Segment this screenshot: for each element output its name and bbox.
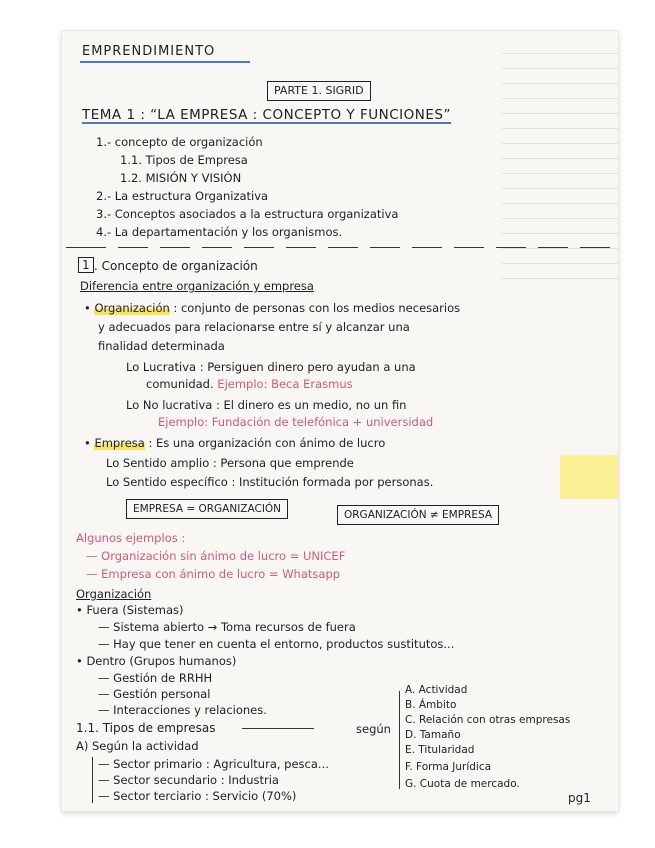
nolucrativa-example: Ejemplo: Fundación de telefónica + universidad: [158, 415, 434, 429]
separator-dash: [286, 247, 316, 248]
empresa-bullet: • Empresa : Es una organización con ánimo de lucro: [84, 436, 386, 450]
tipos-title: 1.1. Tipos de empresas: [76, 721, 216, 735]
segun-actividad: A) Según la actividad: [76, 739, 199, 753]
criteria-c: C. Relación con otras empresas: [405, 714, 571, 726]
sticky-note: [560, 455, 618, 499]
criteria-b: B. Ámbito: [405, 699, 457, 711]
criteria-bracket: [399, 691, 400, 789]
course-underline: [80, 61, 250, 63]
notebook-page: [62, 31, 618, 811]
segun-line: [242, 728, 314, 729]
part-box: PARTE 1. SIGRID: [267, 81, 371, 101]
sector-bracket: [92, 757, 93, 803]
separator-dash: [412, 247, 442, 248]
section-number-box: 1: [78, 257, 94, 273]
separator-dash: [496, 247, 526, 248]
index-item-1-2: 1.2. MISIÓN Y VISIÓN: [120, 171, 242, 185]
empresa-term: Empresa: [94, 436, 145, 450]
sector-secundario: — Sector secundario : Industria: [98, 773, 279, 787]
separator-dash: [202, 247, 232, 248]
criteria-f: F. Forma Jurídica: [405, 761, 492, 773]
criteria-d: D. Tamaño: [405, 729, 461, 741]
separator-dash: [244, 247, 274, 248]
separator-dash: [160, 247, 190, 248]
tema-title: TEMA 1 : “LA EMPRESA : CONCEPTO Y FUNCIONES”: [82, 107, 451, 123]
index-item-1: 1.- concepto de organización: [96, 135, 263, 149]
separator-dash: [66, 247, 106, 248]
empresa-definition: : Es una organización con ánimo de lucro: [148, 436, 386, 450]
examples-title: Algunos ejemplos :: [76, 531, 186, 545]
index-item-1-1: 1.1. Tipos de Empresa: [120, 153, 248, 167]
sentido-amplio: Lo Sentido amplio : Persona que emprende: [106, 456, 354, 470]
organizacion-heading: Organización: [76, 587, 152, 601]
criteria-e: E. Titularidad: [405, 744, 475, 756]
nolucrativa-line: Lo No lucrativa : El dinero es un medio, no un fin: [126, 398, 407, 412]
dentro-item-1: — Gestión de RRHH: [98, 671, 213, 685]
sector-primario: — Sector primario : Agricultura, pesca...: [98, 757, 329, 771]
fuera-bullet: • Fuera (Sistemas): [76, 603, 184, 617]
sentido-especifico: Lo Sentido específico : Institución formada por personas.: [106, 475, 434, 489]
bleed-through-text: [502, 39, 618, 289]
separator-dash: [454, 247, 484, 248]
lucrativa-text: comunidad.: [146, 377, 214, 391]
example-unicef: — Organización sin ánimo de lucro = UNICEF: [86, 549, 346, 563]
lucrativa-example: Ejemplo: Beca Erasmus: [217, 377, 353, 391]
dentro-item-2: — Gestión personal: [98, 687, 211, 701]
dentro-item-3: — Interacciones y relaciones.: [98, 703, 267, 717]
organizacion-term: Organización: [94, 301, 170, 315]
sector-terciario: — Sector terciario : Servicio (70%): [98, 789, 297, 803]
empresa-equals-box: EMPRESA = ORGANIZACIÓN: [126, 499, 288, 519]
index-item-2: 2.- La estructura Organizativa: [96, 189, 269, 203]
organizacion-definition-2: y adecuados para relacionarse entre sí y alcanzar una: [98, 320, 410, 334]
separator-dash: [538, 247, 568, 248]
example-whatsapp: — Empresa con ánimo de lucro = Whatsapp: [86, 567, 341, 581]
organizacion-notequal-box: ORGANIZACIÓN ≠ EMPRESA: [337, 505, 499, 525]
organizacion-bullet: • Organización : conjunto de personas con los medios necesarios: [84, 301, 461, 315]
course-title: EMPRENDIMIENTO: [82, 44, 216, 59]
page-number: pg1: [568, 791, 591, 805]
index-item-4: 4.- La departamentación y los organismos.: [96, 225, 343, 239]
separator-dash: [370, 247, 400, 248]
fuera-item-1: — Sistema abierto → Toma recursos de fuera: [98, 620, 356, 634]
segun-word: según: [356, 722, 391, 736]
criteria-a: A. Actividad: [405, 684, 468, 696]
organizacion-definition: : conjunto de personas con los medios necesarios: [173, 301, 461, 315]
separator-dash: [118, 247, 148, 248]
fuera-item-2: — Hay que tener en cuenta el entorno, productos sustitutos...: [98, 637, 455, 651]
separator-dash: [580, 247, 610, 248]
criteria-g: G. Cuota de mercado.: [405, 778, 520, 790]
organizacion-definition-3: finalidad determinada: [98, 339, 225, 353]
separator-dash: [328, 247, 358, 248]
dentro-bullet: • Dentro (Grupos humanos): [76, 654, 237, 668]
lucrativa-line-2: [146, 377, 353, 391]
section-subtitle: Diferencia entre organización y empresa: [80, 279, 314, 293]
section-title: . Concepto de organización: [94, 259, 258, 273]
lucrativa-line: Lo Lucrativa : Persiguen dinero pero ayudan a una: [126, 360, 416, 374]
index-item-3: 3.- Conceptos asociados a la estructura organizativa: [96, 207, 399, 221]
